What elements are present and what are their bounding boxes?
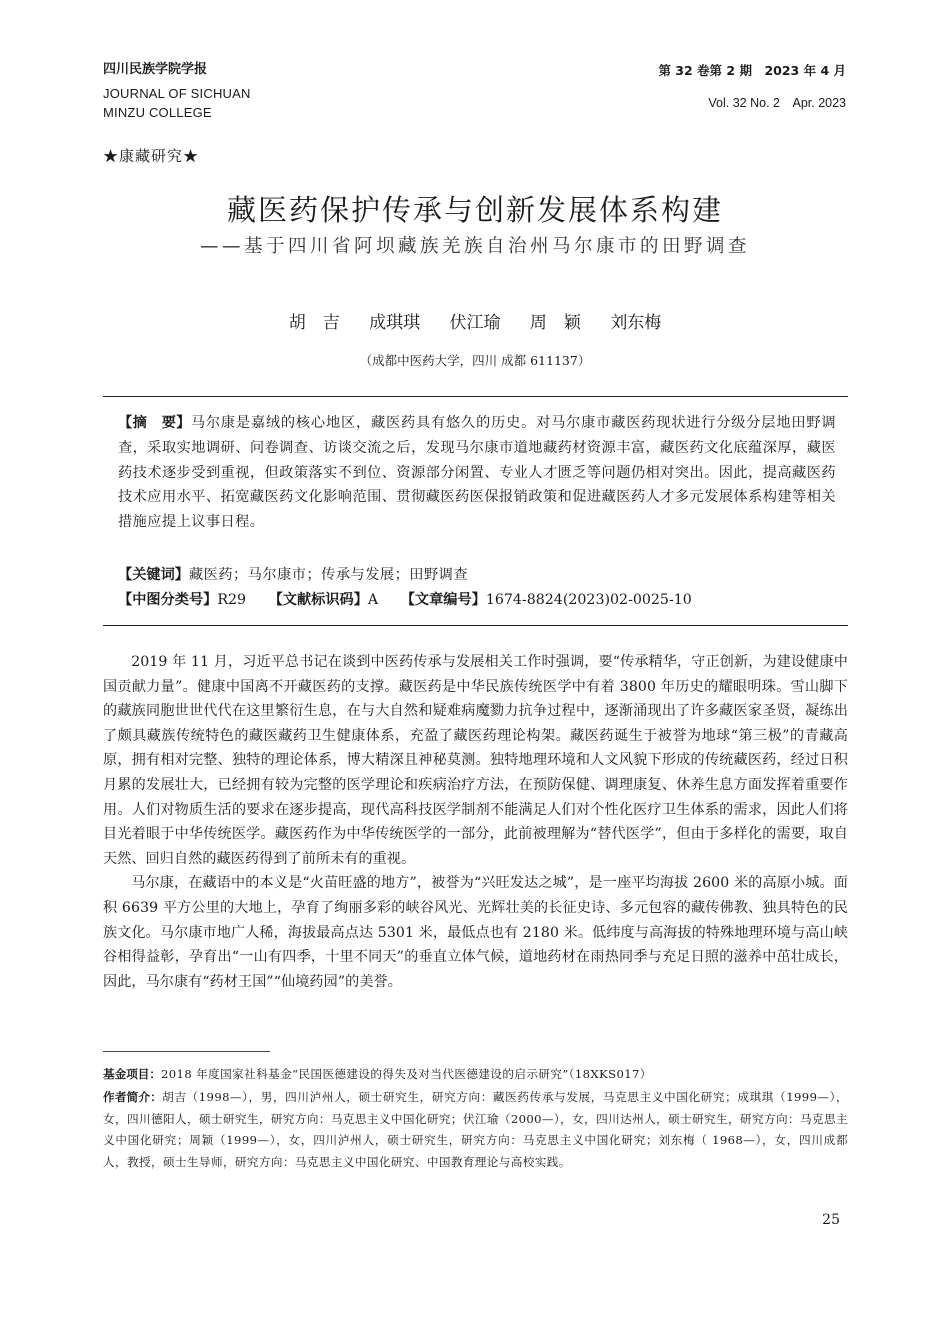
page-number: 25 — [822, 1212, 840, 1228]
abstract-top-rule — [103, 396, 848, 397]
author-list — [0, 308, 950, 333]
column-label: ★康藏研究★ — [103, 147, 200, 165]
author-name: 伏江瑜 — [449, 313, 501, 333]
article-number-value: 1674-8824(2023)02-0025-10 — [485, 592, 692, 608]
article-number-label: 【文章编号】 — [400, 592, 486, 608]
paper-title: 藏医药保护传承与创新发展体系构建 — [226, 193, 723, 227]
author-name: 刘东梅 — [610, 313, 662, 333]
classification-line — [118, 589, 692, 609]
keywords-text: 藏医药；马尔康市；传承与发展；田野调查 — [188, 567, 469, 583]
clc-value: R29 — [217, 592, 247, 608]
author-bio-label: 作者简介： — [103, 1090, 163, 1104]
journal-name-en-line2: MINZU COLLEGE — [103, 105, 212, 120]
abstract-label: 【摘 要】 — [118, 415, 191, 431]
keywords — [118, 564, 468, 584]
volume-issue-cn: 第 32 卷第 2 期 2023 年 4 月 — [658, 63, 846, 78]
body-paragraph: 2019 年 11 月，习近平总书记在谈到中医药传承与发展相关工作时强调，要“传承精华，守正创新，为建设健康中国贡献力量”。健康中国离不开藏医药的支撑。藏医药是中华民族传统医学中有着 3800 年历史的耀眼明珠。雪山脚下的藏族同胞世世代代在这里繁衍生息，在与大自然和疑难病魔勠力抗争过程中，逐渐涌现出了许多藏医家圣贤，凝练出了颇具藏族传统特色的藏医藏药卫生健康体系，充盈了藏医药理论构架。藏医药诞生于被誉为地球“第三极”的青藏高原，拥有相对完整、独特的理论体系，博大精深且神秘莫测。独特地理环境和人文风貌下形成的传统藏医药，经过日积月累的发展壮大，已经拥有较为完整的医学理论和疾病治疗方法，在预防保健、调理康复、休养生息方面发挥着重要作用。人们对物质生活的要求在逐步提高，现代高科技医学制剂不能满足人们对个性化医疗卫生体系的需求，因此人们将目光着眼于中华传统医学。藏医药作为中华传统医学的一部分，此前被理解为“替代医学”，但由于多样化的需要，取自天然、回归自然的藏医药得到了前所未有的重视。 — [103, 654, 848, 867]
abstract-bottom-rule — [103, 625, 848, 626]
funding-label: 基金项目： — [103, 1067, 161, 1081]
journal-name-en-line1: JOURNAL OF SICHUAN — [103, 86, 251, 101]
volume-issue-en: Vol. 32 No. 2 Apr. 2023 — [708, 96, 846, 110]
doc-code-label: 【文献标识码】 — [268, 592, 368, 608]
author-name: 胡 吉 — [288, 313, 340, 333]
clc-label: 【中图分类号】 — [118, 592, 218, 608]
paper-subtitle: ——基于四川省阿坝藏族羌族自治州马尔康市的田野调查 — [199, 236, 750, 257]
abstract — [118, 411, 836, 535]
author-bio-note — [103, 1087, 848, 1173]
doc-code-value: A — [367, 592, 379, 608]
author-name: 成琪琪 — [369, 313, 421, 333]
author-name: 周 颖 — [529, 313, 581, 333]
keywords-label: 【关键词】 — [118, 567, 189, 583]
body-paragraph: 马尔康，在藏语中的本义是“火苗旺盛的地方”，被誉为“兴旺发达之城”，是一座平均海拔 2600 米的高原小城。面积 6639 平方公里的大地上，孕育了绚丽多彩的峡谷风光、光辉壮美的长征史诗、多元包容的藏传佛教、独具特色的民族文化。马尔康市地广人稀，海拔最高点达 5301 米，最低点也有 2180 米。低纬度与高海拔的特殊地理环境与高山峡谷相得益彰，孕育出“一山有四季，十里不同天”的垂直立体气候，道地药材在雨热同季与充足日照的滋养中茁壮成长，因此，马尔康有“药材王国”“仙境药园”的美誉。 — [103, 875, 848, 990]
body-text — [103, 650, 848, 994]
abstract-text: 马尔康是嘉绒的核心地区，藏医药具有悠久的历史。对马尔康市藏医药现状进行分级分层地田野调查，采取实地调研、问卷调查、访谈交流之后，发现马尔康市道地藏药材资源丰富，藏医药文化底蕴深厚，藏医药技术逐步受到重视，但政策落实不到位、资源部分闲置、专业人才匮乏等问题仍相对突出。因此，提高藏医药技术应用水平、拓宽藏医药文化影响范围、贯彻藏医药医保报销政策和促进藏医药人才多元发展体系构建等相关措施应提上议事日程。 — [118, 415, 836, 531]
author-bio-text: 胡吉（1998—），男，四川泸州人，硕士研究生，研究方向：藏医药传承与发展，马克思主义中国化研究；成琪琪（1999—），女，四川德阳人，硕士研究生，研究方向：马克思主义中国化研究；伏江瑜（2000—），女，四川达州人，硕士研究生，研究方向：马克思主义中国化研究；周颖（1999—），女，四川泸州人，硕士研究生，研究方向：马克思主义中国化研究；刘东梅（ 1968—），女，四川成都人，教授，硕士生导师，研究方向：马克思主义中国化研究、中国教育理论与高校实践。 — [103, 1090, 848, 1169]
footnote-rule — [103, 1051, 270, 1052]
affiliation: （成都中医药大学，四川 成都 611137） — [359, 353, 591, 368]
journal-name-cn: 四川民族学院学报 — [103, 62, 208, 77]
funding-note — [103, 1064, 848, 1086]
funding-text: 2018 年度国家社科基金“民国医德建设的得失及对当代医德建设的启示研究”（18XKS017） — [160, 1067, 652, 1081]
journal-name-en — [103, 84, 251, 122]
